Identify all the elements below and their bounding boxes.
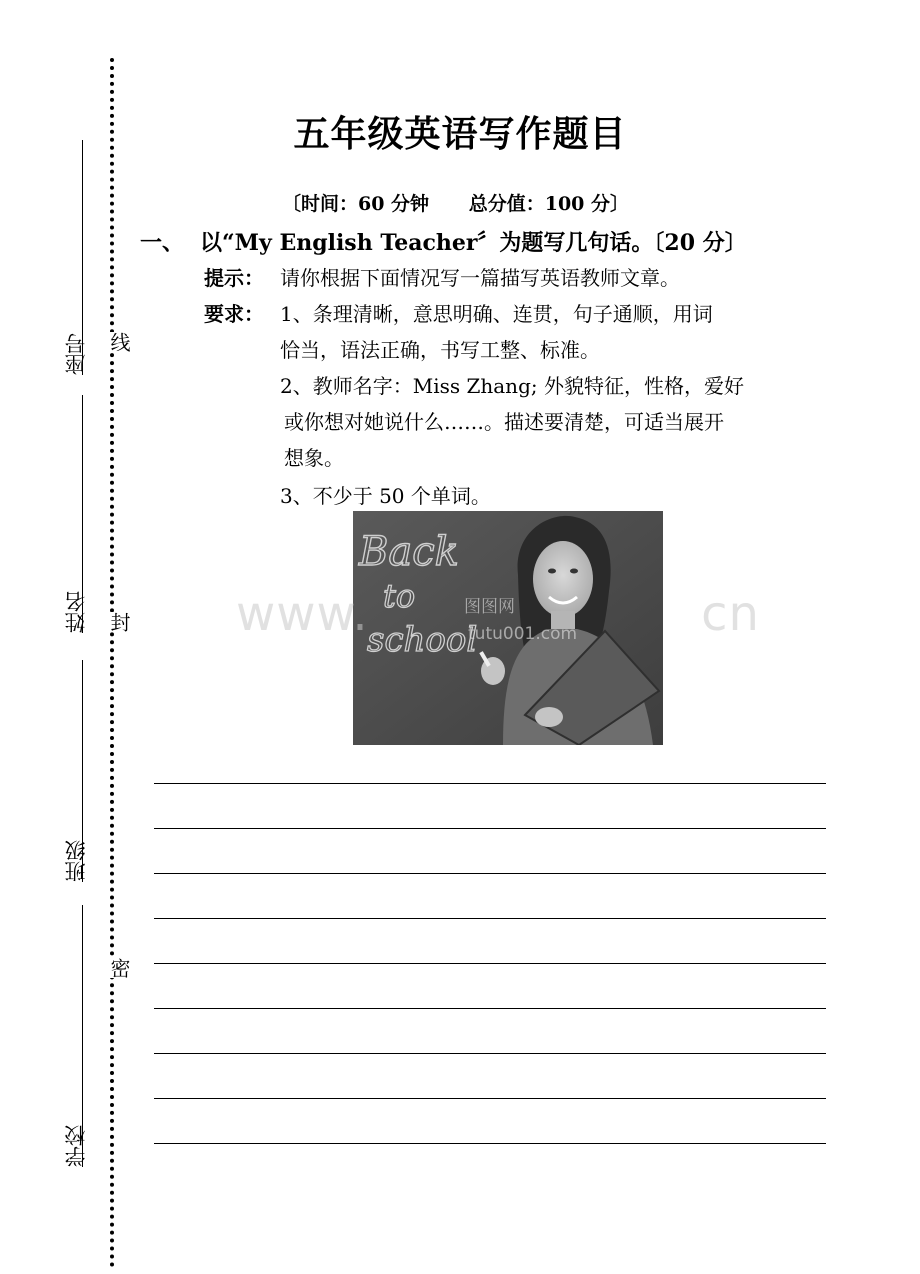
- seat-number-field[interactable]: [54, 140, 94, 375]
- watermark-left: www.: [236, 586, 369, 642]
- writing-line[interactable]: [154, 1008, 826, 1009]
- watermark-right: cn: [701, 586, 760, 642]
- requirements-label: 要求：: [204, 302, 264, 326]
- writing-line[interactable]: [154, 1098, 826, 1099]
- writing-line[interactable]: [154, 1143, 826, 1144]
- chalk-word-school: school: [367, 620, 478, 660]
- question-text: 以“My English Teacher〞为题写几句话。〔20 分〕: [200, 230, 747, 256]
- chalk-word-to: to: [383, 577, 416, 615]
- requirement-1: [280, 296, 830, 368]
- margin-word-line: 线: [103, 332, 129, 352]
- margin-word-seal: 封: [103, 612, 129, 632]
- school-field[interactable]: [54, 905, 94, 1167]
- seat-number-label: 座号: [64, 333, 88, 375]
- class-label: 班级: [64, 840, 88, 882]
- watermark-small-2: tutu001.com: [468, 624, 578, 644]
- class-field[interactable]: [54, 660, 94, 882]
- requirement-2-line-2: 或你想对她说什么……。描述要清楚，可适当展开: [284, 410, 724, 434]
- watermark-small-1: 图图网: [464, 597, 515, 617]
- requirement-3: 3、不少于 50 个单词。: [280, 484, 491, 508]
- requirement-1-line-1: 1、条理清晰，意思明确、连贯，句子通顺，用词: [280, 302, 713, 326]
- writing-line[interactable]: [154, 1053, 826, 1054]
- requirement-2-line-3: 想象。: [284, 446, 344, 470]
- margin-word-secret: 密: [103, 958, 129, 978]
- name-label: 姓名: [64, 591, 88, 633]
- page-title: 五年级英语写作题目: [293, 113, 627, 155]
- requirement-1-line-2: 恰当，语法正确，书写工整、标准。: [280, 338, 600, 362]
- binding-dotted-line: [110, 58, 114, 1268]
- question-number: 一、: [140, 230, 185, 256]
- exam-info: 〔时间：60 分钟 总分值：100 分〕: [282, 193, 630, 215]
- requirement-2: [280, 368, 830, 476]
- school-label: 学校: [64, 1125, 88, 1167]
- name-field[interactable]: [54, 395, 94, 633]
- chalk-word-back: Back: [359, 529, 459, 575]
- writing-line[interactable]: [154, 828, 826, 829]
- writing-line[interactable]: [154, 873, 826, 874]
- hint-text: 请你根据下面情况写一篇描写英语教师文章。: [280, 266, 680, 290]
- writing-line[interactable]: [154, 783, 826, 784]
- hint-label: 提示：: [204, 266, 264, 290]
- writing-line[interactable]: [154, 918, 826, 919]
- requirement-2-line-1: 2、教师名字：Miss Zhang; 外貌特征，性格，爱好: [280, 374, 744, 398]
- writing-line[interactable]: [154, 963, 826, 964]
